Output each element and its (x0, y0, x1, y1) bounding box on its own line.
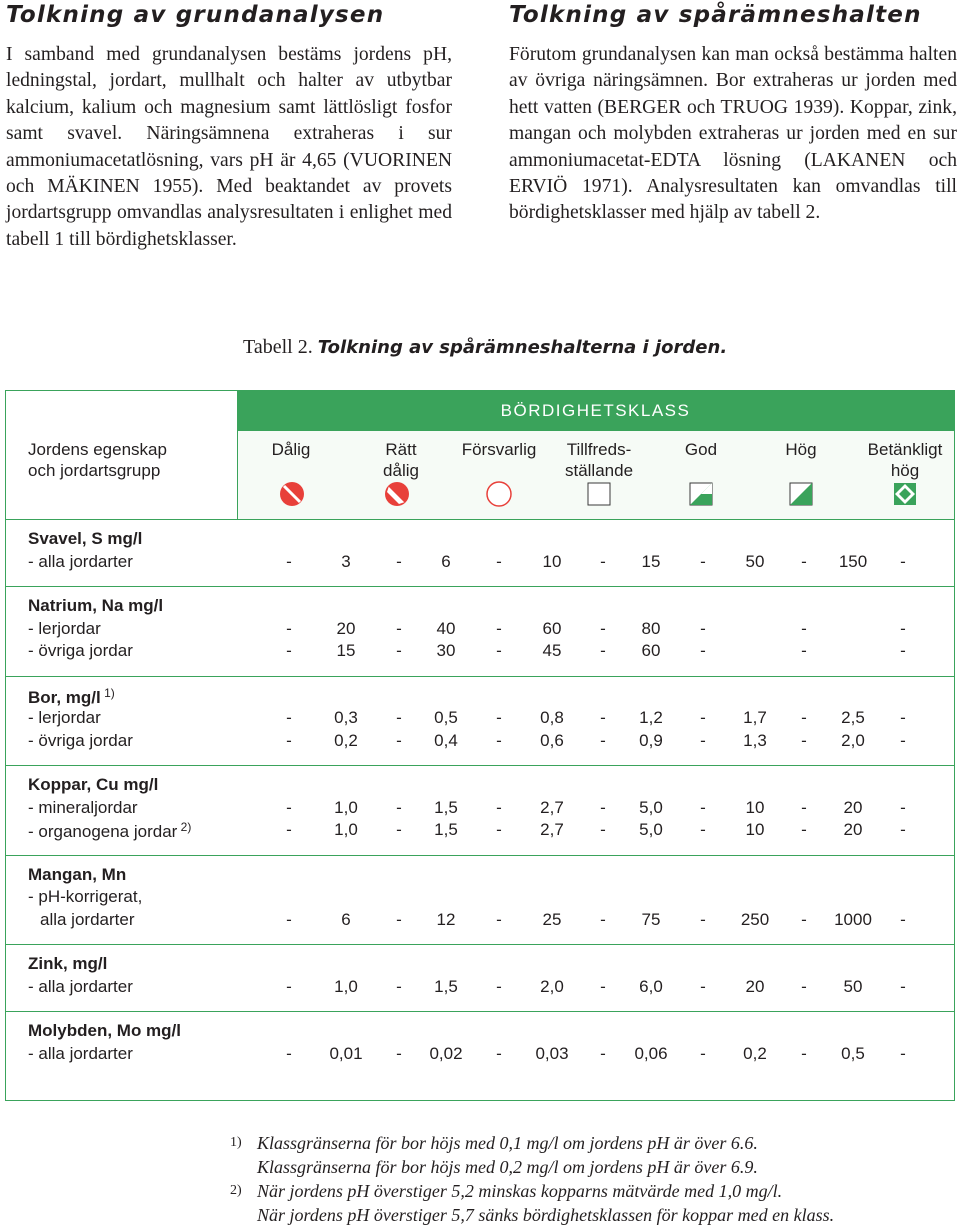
range-separator: - (700, 820, 706, 839)
row-label-text: - pH-korrigerat, (28, 887, 143, 906)
class-limit-value: 10 (542, 551, 562, 571)
range-separator: - (900, 797, 906, 817)
class-limit-value: 2,7 (540, 797, 564, 817)
class-limit-value: 0,02 (429, 1043, 463, 1063)
class-limit-value: 60 (542, 618, 562, 638)
table-caption-label: Tabell 2. (243, 336, 313, 358)
table-caption (243, 336, 727, 359)
range-separator: - (801, 976, 807, 996)
class-limit-value: 250 (740, 909, 770, 929)
range-separator: - (396, 976, 402, 996)
range-separator: - (396, 551, 402, 571)
left-section-heading: Tolkning av grundanalysen (6, 2, 385, 28)
class-limit-value: 45 (542, 641, 562, 660)
range-separator: - (496, 618, 502, 638)
range-separator: - (496, 641, 502, 660)
class-limit-value: 25 (542, 909, 562, 929)
range-separator: - (801, 618, 807, 638)
class-limit-value: 80 (641, 618, 661, 638)
range-separator: - (496, 909, 502, 929)
class-limit-value: 150 (838, 551, 868, 571)
class-header-7 (857, 439, 953, 481)
row-label-text: - alla jordarter (28, 551, 133, 571)
row-label (28, 708, 101, 728)
range-separator: - (286, 820, 292, 839)
footnote-text: När jordens pH överstiger 5,7 sänks bördighetsklassen för koppar med en klass. (257, 1205, 835, 1225)
range-separator: - (700, 551, 706, 571)
range-separator: - (900, 708, 906, 727)
class-limit-value: 6,0 (639, 976, 663, 996)
range-separator: - (286, 708, 292, 727)
range-separator: - (600, 976, 606, 996)
class-limit-value: 1,0 (334, 797, 358, 817)
range-separator: - (600, 820, 606, 839)
class-limit-value: 2,0 (841, 730, 865, 750)
range-separator: - (801, 909, 807, 929)
table-caption-title: Tolkning av spårämneshalterna i jorden. (317, 337, 728, 358)
class-limit-value: 1,3 (743, 730, 767, 750)
red-circle-slash-icon (278, 480, 306, 508)
range-separator: - (496, 551, 502, 571)
row-label (28, 731, 133, 751)
table-banner-title: BÖRDIGHETSKLASS (500, 401, 691, 420)
group-title (28, 529, 142, 549)
group-separator (6, 676, 954, 677)
row-label-text: - lerjordar (28, 708, 101, 727)
row-label-text: - mineraljordar (28, 797, 138, 817)
class-header-1 (243, 439, 339, 460)
range-separator: - (700, 976, 706, 996)
class-limit-value: 5,0 (639, 797, 663, 817)
class-limit-value: 0,4 (434, 730, 458, 750)
class-header-line: Hög (785, 440, 817, 459)
row-label (28, 977, 133, 997)
range-separator: - (600, 708, 606, 727)
range-separator: - (700, 730, 706, 750)
class-limit-value: 0,2 (743, 1043, 767, 1063)
range-separator: - (900, 730, 906, 750)
green-triangle-square-icon (687, 480, 715, 508)
group-title-text: Koppar, Cu mg/l (28, 775, 159, 794)
group-title-text: Mangan, Mn (28, 864, 127, 884)
range-separator: - (496, 976, 502, 996)
class-limit-value: 0,3 (334, 708, 358, 727)
range-separator: - (801, 551, 807, 571)
group-title-text: Zink, mg/l (28, 954, 108, 973)
range-separator: - (600, 551, 606, 571)
group-separator (6, 944, 954, 945)
row-label (28, 619, 101, 639)
group-title (28, 865, 126, 885)
class-limit-value: 75 (641, 909, 661, 929)
row-label (28, 641, 133, 661)
red-outline-circle-icon (485, 480, 513, 508)
footnote-mark: 2) (230, 1183, 242, 1198)
class-limit-value: 0,8 (540, 708, 564, 727)
range-separator: - (801, 1043, 807, 1063)
group-title (28, 1021, 181, 1041)
range-separator: - (286, 909, 292, 929)
range-separator: - (700, 797, 706, 817)
range-separator: - (496, 730, 502, 750)
group-separator (6, 586, 954, 587)
row-label-text: - alla jordarter (28, 1043, 133, 1063)
class-limit-value: 1,7 (743, 708, 767, 727)
range-separator: - (801, 708, 807, 727)
class-limit-value: 1,0 (334, 820, 358, 839)
range-separator: - (396, 909, 402, 929)
range-separator: - (900, 618, 906, 638)
left-section-paragraph: I samband med grundanalysen bestäms jordens pH, ledningstal, jordart, mullhalt och halter av utbytbar kalcium, kalium och magnesium samt lättlösligt fosfor samt svavel. Näringsämnena extraheras i sur ammoniumacetatlösning, vars pH är 4,65 (VUORINEN och MÄKINEN 1955). Med beaktandet av provets jordartsgrupp omvandlas analysresultaten i enlighet med tabell 1 till bördighetsklasser. (6, 44, 452, 250)
group-separator (6, 765, 954, 766)
range-separator: - (900, 820, 906, 839)
range-separator: - (600, 1043, 606, 1063)
class-limit-value: 3 (341, 551, 351, 571)
row-label-text: - alla jordarter (28, 976, 133, 996)
class-header-line: Rätt (385, 440, 417, 459)
class-limit-value: 50 (745, 551, 765, 571)
class-limit-value: 2,5 (841, 708, 865, 727)
row-label-text: - organogena jordar (28, 822, 178, 841)
class-limit-value: 30 (436, 641, 456, 660)
range-separator: - (286, 730, 292, 750)
property-header-line-1: Jordens egenskap (28, 440, 167, 459)
class-limit-value: 15 (641, 551, 661, 571)
class-limit-value: 2,0 (540, 976, 564, 996)
class-limit-value: 1,0 (334, 976, 358, 996)
class-limit-value: 0,03 (535, 1043, 569, 1063)
group-separator (6, 855, 954, 856)
class-limit-value: 10 (745, 820, 765, 839)
red-circle-half-slash-icon (383, 480, 411, 508)
class-limit-value: 12 (436, 909, 456, 929)
range-separator: - (801, 820, 807, 839)
row-label-text: - övriga jordar (28, 641, 133, 660)
class-limit-value: 1,5 (434, 820, 458, 839)
class-limit-value: 5,0 (639, 820, 663, 839)
class-limit-value: 0,6 (540, 730, 564, 750)
row-label (28, 820, 191, 842)
class-limit-value: 50 (843, 976, 863, 996)
class-header-line: Dålig (271, 440, 311, 459)
group-title-text: Bor, mg/l (28, 687, 101, 707)
range-separator: - (286, 551, 292, 571)
group-title-text: Molybden, Mo mg/l (28, 1021, 181, 1040)
row-label-text: - övriga jordar (28, 730, 133, 750)
green-half-square-icon (787, 480, 815, 508)
group-title (28, 954, 107, 974)
class-limit-value: 6 (441, 551, 451, 571)
group-separator (6, 1011, 954, 1012)
range-separator: - (801, 641, 807, 660)
right-section-heading: Tolkning av spårämneshalten (509, 2, 922, 28)
row-label-text: alla jordarter (40, 909, 135, 929)
green-diamond-square-icon (891, 480, 919, 508)
class-limit-value: 20 (843, 820, 863, 839)
group-title-text: Natrium, Na mg/l (28, 596, 164, 615)
row-label (40, 910, 135, 930)
range-separator: - (496, 708, 502, 727)
class-header-5 (653, 439, 749, 460)
group-title (28, 775, 158, 795)
property-column-header (28, 439, 167, 481)
range-separator: - (496, 797, 502, 817)
class-limit-value: 10 (745, 797, 765, 817)
group-footnote-mark: 1) (100, 685, 115, 700)
class-header-line: Försvarlig (461, 440, 537, 459)
range-separator: - (900, 909, 906, 929)
class-limit-value: 60 (641, 641, 661, 660)
range-separator: - (600, 618, 606, 638)
range-separator: - (600, 909, 606, 929)
range-separator: - (286, 641, 292, 660)
row-label (28, 798, 138, 818)
row-footnote-mark: 2) (177, 820, 192, 834)
class-limit-value: 0,5 (841, 1043, 865, 1063)
class-header-line: God (684, 440, 718, 459)
group-title-text: Svavel, S mg/l (28, 529, 143, 548)
class-limit-value: 0,2 (334, 730, 358, 750)
range-separator: - (396, 708, 402, 727)
range-separator: - (396, 618, 402, 638)
class-header-line: Tillfreds- (566, 440, 632, 459)
range-separator: - (496, 820, 502, 839)
class-header-line: hög (890, 461, 920, 480)
class-limit-value: 1,5 (434, 976, 458, 996)
class-header-2 (353, 439, 449, 481)
class-limit-value: 2,7 (540, 820, 564, 839)
row-label (28, 552, 133, 572)
class-limit-value: 40 (436, 618, 456, 638)
range-separator: - (801, 730, 807, 750)
range-separator: - (600, 641, 606, 660)
footnote-text: Klassgränserna för bor höjs med 0,1 mg/l om jordens pH är över 6.6. (257, 1133, 758, 1153)
class-limit-value: 1,2 (639, 708, 663, 727)
range-separator: - (801, 797, 807, 817)
class-limit-value: 20 (745, 976, 765, 996)
class-header-line: Betänkligt (867, 440, 943, 459)
group-title (28, 686, 115, 708)
range-separator: - (286, 1043, 292, 1063)
class-limit-value: 0,01 (329, 1043, 363, 1063)
class-limit-value: 20 (843, 797, 863, 817)
class-limit-value: 0,9 (639, 730, 663, 750)
range-separator: - (496, 1043, 502, 1063)
range-separator: - (396, 641, 402, 660)
range-separator: - (700, 909, 706, 929)
range-separator: - (286, 797, 292, 817)
group-title (28, 596, 163, 616)
range-separator: - (900, 641, 906, 660)
row-label (28, 887, 142, 907)
row-label-text: - lerjordar (28, 618, 101, 638)
range-separator: - (900, 976, 906, 996)
class-header-line: ställande (564, 461, 634, 480)
class-limit-value: 15 (336, 641, 356, 660)
range-separator: - (600, 730, 606, 750)
range-separator: - (286, 976, 292, 996)
class-header-line: dålig (383, 461, 419, 480)
row-label (28, 1044, 133, 1064)
class-header-6 (753, 439, 849, 460)
range-separator: - (396, 730, 402, 750)
range-separator: - (286, 618, 292, 638)
class-limit-value: 20 (336, 618, 356, 638)
range-separator: - (700, 1043, 706, 1063)
class-limit-value: 1,5 (434, 797, 458, 817)
class-header-3 (451, 439, 547, 460)
range-separator: - (900, 1043, 906, 1063)
footnote-text: När jordens pH överstiger 5,2 minskas kopparns mätvärde med 1,0 mg/l. (257, 1181, 783, 1201)
right-section-paragraph: Förutom grundanalysen kan man också bestämma halten av övriga näringsämnen. Bor extraheras ur jorden med hett vatten (BERGER och TRUOG 1939). Koppar, zink, mangan och molybden extraheras ur jorden med en sur ammoniumacetat-EDTA lösning (LAKANEN och ERVIÖ 1971). Analysresultaten kan omvandlas till bördighetsklasser med hjälp av tabell 2. (509, 44, 957, 224)
range-separator: - (700, 618, 706, 638)
range-separator: - (396, 797, 402, 817)
outline-square-icon (585, 480, 613, 508)
footnote-mark: 1) (230, 1135, 242, 1150)
range-separator: - (600, 797, 606, 817)
class-limit-value: 0,5 (434, 708, 458, 727)
class-limit-value: 1000 (834, 909, 872, 929)
range-separator: - (900, 551, 906, 571)
fertility-class-table (5, 390, 955, 1101)
range-separator: - (396, 1043, 402, 1063)
property-header-line-2: och jordartsgrupp (28, 461, 161, 480)
class-limit-value: 0,06 (634, 1043, 668, 1063)
range-separator: - (396, 820, 402, 839)
class-header-4 (551, 439, 647, 481)
class-limit-value: 6 (341, 909, 351, 929)
range-separator: - (700, 641, 706, 660)
footnote-text: Klassgränserna för bor höjs med 0,2 mg/l om jordens pH är över 6.9. (257, 1157, 758, 1177)
range-separator: - (700, 708, 706, 727)
